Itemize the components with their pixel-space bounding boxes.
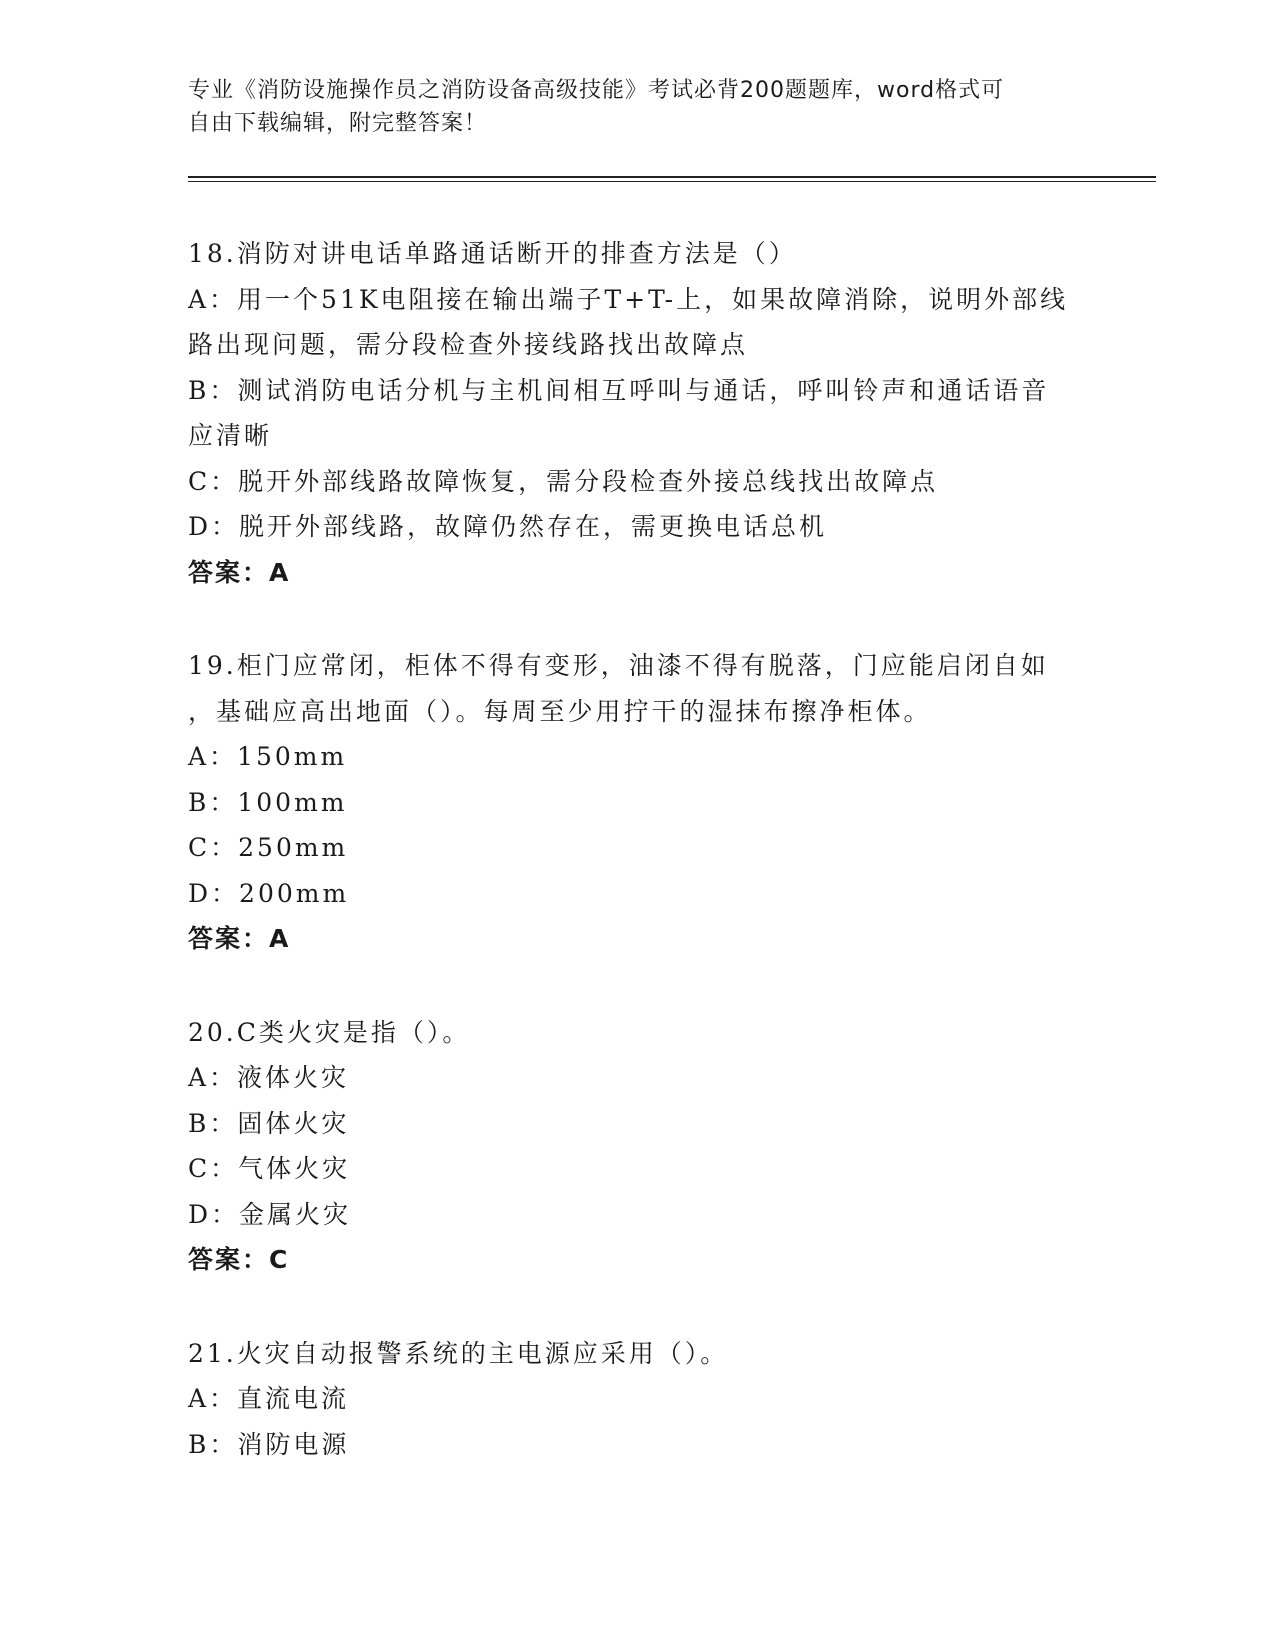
question-spacer <box>188 962 1088 1010</box>
answer-option <box>188 277 1088 368</box>
question-block <box>188 643 1088 962</box>
answer-option <box>188 825 1088 871</box>
question-block <box>188 231 1088 595</box>
option-text: D：脱开外部线路，故障仍然存在，需更换电话总机 <box>188 512 828 541</box>
option-text: B：测试消防电话分机与主机间相互呼叫与通话，呼叫铃声和通话语音 <box>188 375 1050 405</box>
option-text: C：脱开外部线路故障恢复，需分段检查外接总线找出故障点 <box>188 466 939 496</box>
question-stem: 19.柜门应常闭，柜体不得有变形，油漆不得有脱落，门应能启闭自如 <box>188 651 1049 680</box>
document-header <box>188 74 1068 140</box>
option-text: 应清晰 <box>188 421 273 450</box>
option-text: A：直流电流 <box>188 1384 350 1413</box>
answer-option <box>188 504 1088 550</box>
option-text: B：消防电源 <box>188 1429 350 1459</box>
answer-option <box>188 1055 1088 1101</box>
option-text: D：200mm <box>188 878 350 908</box>
answer-option <box>188 1192 1088 1238</box>
option-text: C：250mm <box>188 833 349 862</box>
option-text: A：150mm <box>188 742 348 771</box>
option-text: 路出现问题，需分段检查外接线路找出故障点 <box>188 330 749 359</box>
answer-option <box>188 1146 1088 1192</box>
option-text: C：气体火灾 <box>188 1154 351 1183</box>
option-text: B：固体火灾 <box>188 1108 350 1138</box>
header-divider-thick <box>188 176 1156 178</box>
answer-option <box>188 1376 1088 1422</box>
answer-option <box>188 368 1088 459</box>
answer-option <box>188 871 1088 917</box>
question-spacer <box>188 1283 1088 1331</box>
option-text: D：金属火灾 <box>188 1199 352 1229</box>
question-list <box>188 231 1088 1467</box>
answer-option <box>188 734 1088 780</box>
answer-key: 答案：C <box>188 1245 290 1274</box>
option-text: A：液体火灾 <box>188 1063 350 1092</box>
option-text: A：用一个51K电阻接在输出端子T+T-上，如果故障消除，说明外部线 <box>188 284 1069 314</box>
question-stem: 20.C类火灾是指（）。 <box>188 1017 471 1047</box>
answer-key: 答案：A <box>188 557 291 587</box>
question-spacer <box>188 595 1088 643</box>
answer-option <box>188 459 1088 505</box>
header-line-2: 自由下载编辑，附完整答案！ <box>188 111 488 136</box>
question-stem: ，基础应高出地面（）。每周至少用拧干的湿抹布擦净柜体。 <box>188 696 932 726</box>
question-block <box>188 1010 1088 1283</box>
question-stem: 21.火灾自动报警系统的主电源应采用（）。 <box>188 1338 729 1368</box>
question-stem: 18.消防对讲电话单路通话断开的排查方法是（） <box>188 239 797 268</box>
answer-option <box>188 1422 1088 1468</box>
header-divider-thin <box>188 181 1156 182</box>
answer-key: 答案：A <box>188 924 291 953</box>
question-block <box>188 1331 1088 1468</box>
answer-option <box>188 780 1088 826</box>
header-line-1: 专业《消防设施操作员之消防设备高级技能》考试必背200题题库，word格式可 <box>188 78 1005 103</box>
option-text: B：100mm <box>188 787 348 817</box>
answer-option <box>188 1101 1088 1147</box>
